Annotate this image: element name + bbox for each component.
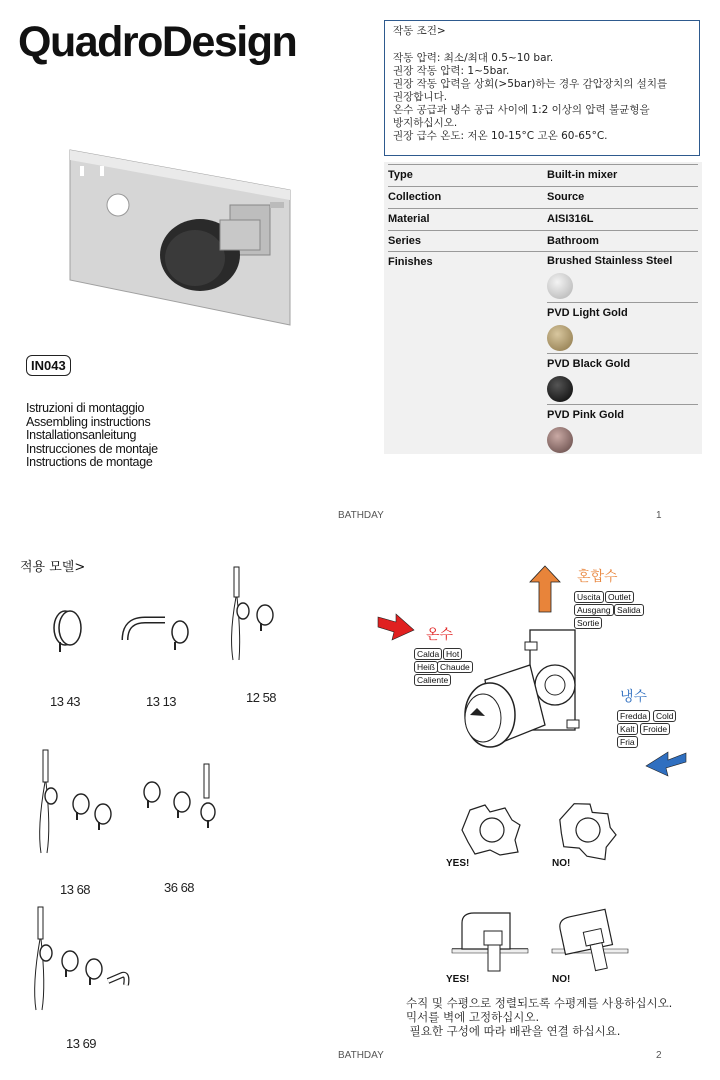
footer-left: BATHDAY [338,510,384,521]
finish-swatch [547,427,573,453]
finish-swatch [547,325,573,351]
finish-name: PVD Black Gold [547,358,631,370]
hot-water-label: 온수 [426,627,454,643]
finish-swatch [547,376,573,402]
model-label: 13 13 [146,694,177,709]
tag-fria: Fria [617,736,638,748]
operating-conditions-box [384,20,700,156]
spec-value: Source [547,191,585,203]
page-number: 1 [656,510,662,521]
spec-row-series [388,230,698,252]
finish-black-gold [547,353,698,404]
spec-row-material [388,208,698,230]
model-drawing-3668 [140,762,230,832]
finish-swatch [547,273,573,299]
instruction-title: Assembling instructions [26,414,151,429]
notice-line: 권장 급수 온도: 저온 10-15°C 고온 60-65°C. [393,130,608,142]
valve-body-drawing [455,620,605,760]
model-drawing-1313 [120,600,200,660]
notice-title: 작동 조건> [393,25,446,37]
instructions-titles [26,402,158,470]
finish-name: PVD Pink Gold [547,409,625,421]
notice-line: 권장합니다. [393,91,448,103]
yes-label: YES! [446,974,470,985]
tag-uscita: Uscita [574,591,604,603]
spec-value: Bathroom [547,235,599,247]
model-label: 13 68 [60,882,91,897]
tag-fredda: Fredda [617,710,650,722]
model-label: 36 68 [164,880,195,895]
finish-light-gold [547,302,698,353]
cold-water-label: 냉수 [620,689,648,705]
tag-outlet: Outlet [605,591,634,603]
tag-hot: Hot [443,648,462,660]
product-code: IN043 [26,355,71,376]
installation-note [406,996,672,1038]
model-label: 13 69 [66,1036,97,1051]
models-title: 적용 모델> [20,560,86,575]
mixed-water-label: 혼합수 [577,569,618,585]
notice-line: 권장 작동 압력: 1~5bar. [393,65,510,77]
hot-water-arrow-icon [378,612,414,642]
tag-cold: Cold [653,710,676,722]
tag-calda: Calda [414,648,442,660]
spec-key: Collection [388,191,442,203]
tag-heiss: Heiß [414,661,438,673]
no-side-view-drawing [550,905,630,975]
note-line: 필요한 구성에 따라 배관을 연결 하십시요. [406,1024,621,1038]
finish-pink-gold [547,404,698,454]
spec-key: Finishes [388,256,433,268]
yes-front-view-drawing [460,800,530,860]
product-photo [60,130,300,330]
mixed-water-arrow-icon [530,566,560,614]
notice-line: 온수 공급과 냉수 공급 사이에 1:2 이상의 압력 불균형을 [393,104,650,116]
no-label: NO! [552,974,571,985]
note-line: 믹서를 벽에 고정하십시오. [406,1010,540,1024]
no-front-view-drawing [556,800,626,860]
tag-froide: Froide [640,723,670,735]
model-label: 12 58 [246,690,277,705]
tag-ausgang: Ausgang [574,604,614,616]
notice-line: 작동 압력: 최소/최대 0.5~10 bar. [393,52,554,64]
footer-left: BATHDAY [338,1050,384,1061]
model-drawing-1258 [225,565,295,665]
no-label: NO! [552,858,571,869]
model-drawing-1343 [40,600,100,660]
finish-name: PVD Light Gold [547,307,628,319]
spec-key: Series [388,235,422,247]
yes-side-view-drawing [450,905,530,975]
page-number: 2 [656,1050,662,1061]
note-line: 수직 및 수평으로 정렬되도록 수평계를 사용하십시오. [406,996,673,1010]
finish-brushed-steel [547,251,698,302]
instruction-title: Installationsanleitung [26,428,137,442]
notice-line: 방지하십시오. [393,117,458,129]
model-drawing-1368 [35,748,125,858]
tag-chaude: Chaude [437,661,473,673]
spec-row-type [388,164,698,186]
finish-name: Brushed Stainless Steel [547,255,673,267]
tag-sortie: Sortie [574,617,602,629]
spec-key: Type [388,169,413,181]
model-drawing-1369 [30,905,140,1015]
spec-value: AISI316L [547,213,594,225]
spec-table [384,162,702,454]
spec-row-collection [388,186,698,208]
cold-water-arrow-icon [646,748,686,776]
notice-line: 권장 작동 압력을 상회(>5bar)하는 경우 감압장치의 설치를 [393,78,668,90]
instruction-title: Instructions de montage [26,455,153,469]
yes-label: YES! [446,858,470,869]
tag-caliente: Caliente [414,674,451,686]
spec-value: Built-in mixer [547,169,618,181]
tag-salida: Salida [614,604,644,616]
tag-kalt: Kalt [617,723,638,735]
instruction-title: Istruzioni di montaggio [26,401,145,415]
spec-key: Material [388,213,430,225]
brand-logo: QuadroDesign [18,18,297,66]
model-label: 13 43 [50,694,81,709]
instruction-title: Instrucciones de montaje [26,441,158,456]
